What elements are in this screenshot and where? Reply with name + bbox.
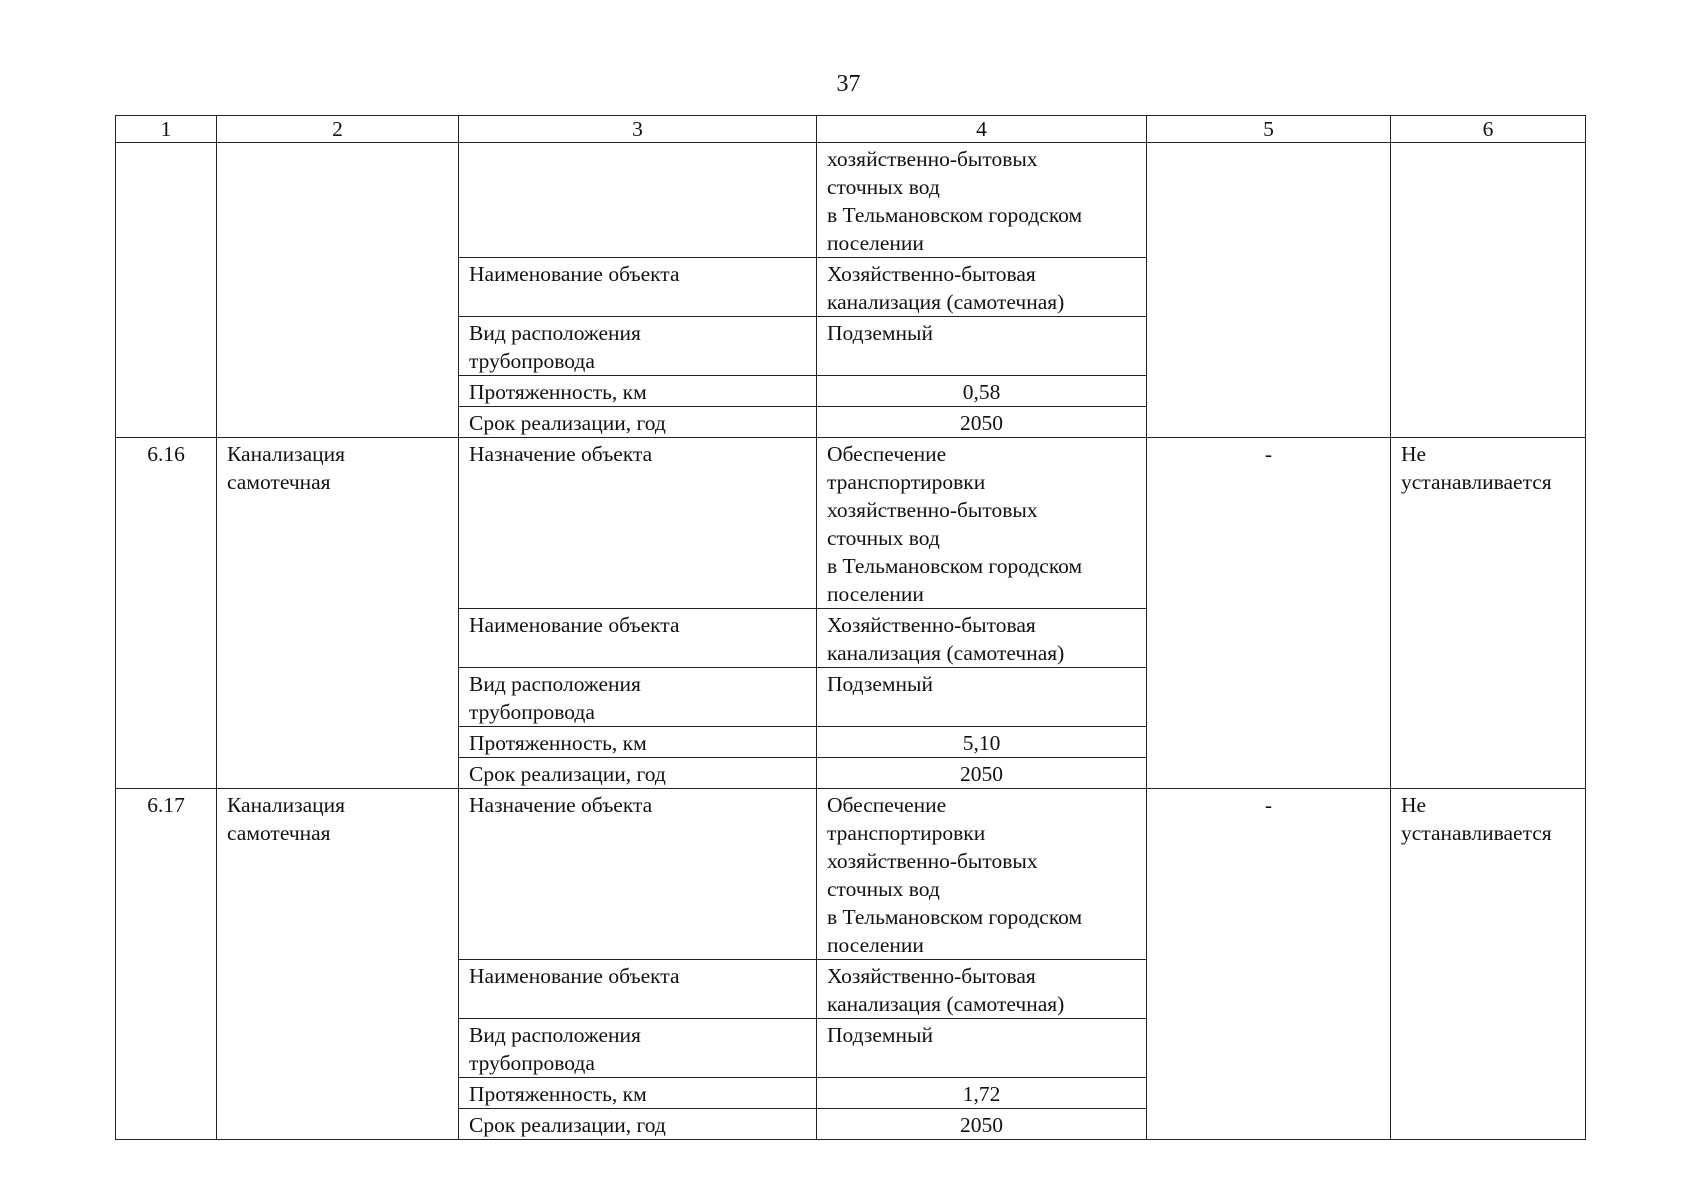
cell-label: Вид расположения трубопровода (459, 1019, 817, 1078)
header-cell: 6 (1391, 116, 1586, 143)
cell-value: Хозяйственно-бытовая канализация (самотечная) (817, 609, 1147, 668)
cell-col5: - (1147, 438, 1391, 789)
cell-label: Срок реализации, год (459, 1109, 817, 1140)
cell-title: Канализация самотечная (217, 438, 459, 789)
cell-value: Подземный (817, 1019, 1147, 1078)
cell-label: Вид расположения трубопровода (459, 668, 817, 727)
cell-num: 6.16 (116, 438, 217, 789)
table-header-row (116, 116, 1586, 143)
cell-col5 (1147, 143, 1391, 438)
cell-label: Наименование объекта (459, 609, 817, 668)
cell-label: Назначение объекта (459, 438, 817, 609)
cell-value: Хозяйственно-бытовая канализация (самотечная) (817, 960, 1147, 1019)
cell-value: 2050 (817, 1109, 1147, 1140)
header-cell: 3 (459, 116, 817, 143)
cell-value: Обеспечение транспортировки хозяйственно-бытовых сточных вод в Тельмановском городском поселении (817, 438, 1147, 609)
cell-label (459, 143, 817, 258)
cell-value: Подземный (817, 317, 1147, 376)
cell-value: 0,58 (817, 376, 1147, 407)
cell-label: Срок реализации, год (459, 758, 817, 789)
cell-label: Наименование объекта (459, 258, 817, 317)
cell-col6 (1391, 143, 1586, 438)
cell-label: Наименование объекта (459, 960, 817, 1019)
cell-col6: Не устанавливается (1391, 789, 1586, 1140)
cell-num (116, 143, 217, 438)
cell-value: 2050 (817, 407, 1147, 438)
header-cell: 4 (817, 116, 1147, 143)
header-cell: 1 (116, 116, 217, 143)
table-row (116, 789, 1586, 960)
cell-label: Назначение объекта (459, 789, 817, 960)
cell-label: Срок реализации, год (459, 407, 817, 438)
cell-value: Хозяйственно-бытовая канализация (самотечная) (817, 258, 1147, 317)
cell-value: 2050 (817, 758, 1147, 789)
cell-title (217, 143, 459, 438)
cell-label: Вид расположения трубопровода (459, 317, 817, 376)
header-cell: 5 (1147, 116, 1391, 143)
cell-value: 1,72 (817, 1078, 1147, 1109)
header-cell: 2 (217, 116, 459, 143)
cell-value: Подземный (817, 668, 1147, 727)
cell-label: Протяженность, км (459, 376, 817, 407)
table-row (116, 438, 1586, 609)
cell-label: Протяженность, км (459, 727, 817, 758)
cell-title: Канализация самотечная (217, 789, 459, 1140)
cell-num: 6.17 (116, 789, 217, 1140)
table-row (116, 143, 1586, 258)
cell-col6: Не устанавливается (1391, 438, 1586, 789)
cell-value: Обеспечение транспортировки хозяйственно-бытовых сточных вод в Тельмановском городском поселении (817, 789, 1147, 960)
cell-col5: - (1147, 789, 1391, 1140)
cell-value: 5,10 (817, 727, 1147, 758)
cell-label: Протяженность, км (459, 1078, 817, 1109)
page-number: 37 (836, 71, 861, 97)
cell-purpose-value: хозяйственно-бытовых сточных вод в Тельмановском городском поселении (817, 143, 1147, 258)
document-table (115, 115, 1586, 1140)
